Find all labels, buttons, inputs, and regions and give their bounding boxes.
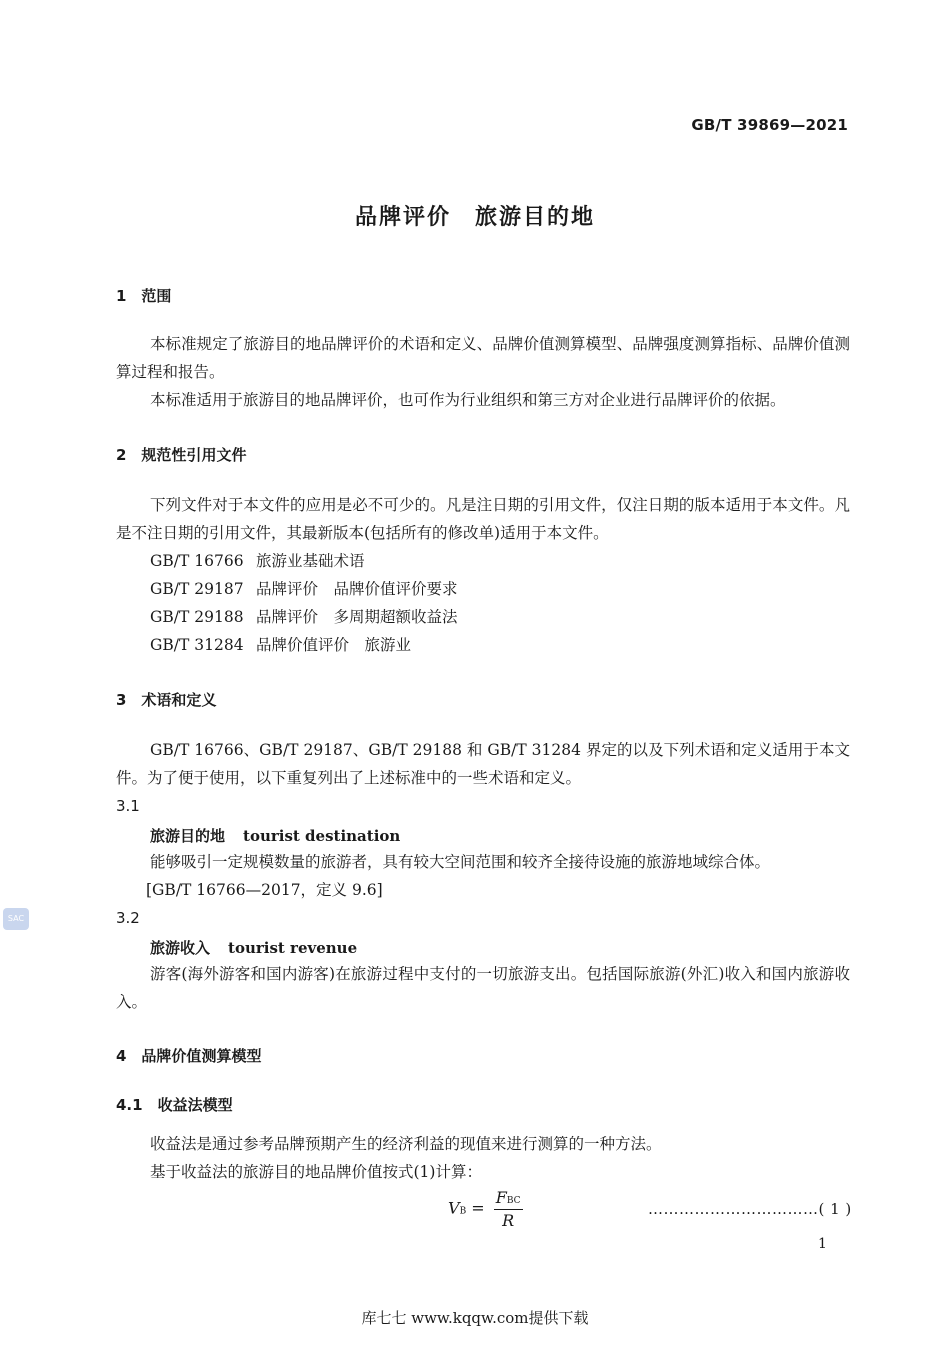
- reference-code: GB/T 29187: [150, 580, 244, 598]
- formula-numerator: FBC: [494, 1188, 523, 1210]
- reference-code: GB/T 16766: [150, 552, 244, 570]
- section-4-1-paragraph-2: 基于收益法的旅游目的地品牌价值按式(1)计算：: [150, 1163, 482, 1181]
- section-1-heading: 1 范围: [116, 287, 172, 305]
- term-3-1-name: [150, 825, 400, 846]
- section-2-heading: 2 规范性引用文件: [116, 446, 247, 464]
- reference-title: 品牌评价 品牌价值评价要求: [256, 580, 458, 598]
- term-3-1-source: [GB/T 16766—2017，定义 9.6]: [146, 881, 383, 899]
- sac-watermark-logo: SAC: [3, 908, 29, 930]
- reference-code: GB/T 29188: [150, 608, 244, 626]
- section-4-heading: 4 品牌价值测算模型: [116, 1047, 262, 1065]
- term-3-2-number: 3.2: [116, 909, 140, 927]
- download-footer: 库七七 www.kqqw.com提供下载: [361, 1309, 589, 1327]
- section-3-paragraph-1: GB/T 16766、GB/T 29187、GB/T 29188 和 GB/T 31284 界定的以及下列术语和定义适用于本文件。为了便于使用，以下重复列出了上述标准中的一些术语和定义。: [116, 741, 850, 787]
- section-1-paragraph-2: 本标准适用于旅游目的地品牌评价，也可作为行业组织和第三方对企业进行品牌评价的依据。: [150, 391, 786, 409]
- section-4-1-heading: 4.1 收益法模型: [116, 1096, 233, 1114]
- term-3-1-number: 3.1: [116, 797, 140, 815]
- reference-item: [150, 603, 458, 631]
- formula-equals: =: [471, 1198, 485, 1218]
- term-3-2-definition: 游客(海外游客和国内游客)在旅游过程中支付的一切旅游支出。包括国际旅游(外汇)收入和国内旅游收入。: [116, 965, 850, 1011]
- formula-fraction: [494, 1188, 523, 1230]
- equation-number: [648, 1200, 852, 1218]
- reference-item: [150, 631, 411, 659]
- standard-number: GB/T 39869—2021: [691, 116, 848, 134]
- term-zh: 旅游目的地: [150, 827, 226, 845]
- reference-item: [150, 547, 365, 575]
- section-4-1-paragraph-1: 收益法是通过参考品牌预期产生的经济利益的现值来进行测算的一种方法。: [150, 1135, 662, 1153]
- equation-leader: ……………………………: [648, 1200, 819, 1218]
- reference-code: GB/T 31284: [150, 636, 244, 654]
- term-en: tourist revenue: [228, 939, 358, 957]
- reference-title: 品牌评价 多周期超额收益法: [256, 608, 458, 626]
- page-number: 1: [818, 1236, 827, 1252]
- equation-label: ( 1 ): [818, 1200, 852, 1218]
- term-en: tourist destination: [243, 827, 401, 845]
- section-1-paragraph-1: 本标准规定了旅游目的地品牌评价的术语和定义、品牌价值测算模型、品牌强度测算指标、品牌价值测算过程和报告。: [116, 335, 850, 381]
- formula-lhs-subscript: B: [459, 1206, 467, 1217]
- term-3-1-definition: 能够吸引一定规模数量的旅游者，具有较大空间范围和较齐全接待设施的旅游地域综合体。: [150, 853, 771, 871]
- reference-title: 品牌价值评价 旅游业: [256, 636, 412, 654]
- document-title: 品牌评价 旅游目的地: [354, 205, 595, 230]
- term-3-2-name: [150, 937, 357, 958]
- section-2-paragraph-1: 下列文件对于本文件的应用是必不可少的。凡是注日期的引用文件，仅注日期的版本适用于本文件。凡是不注日期的引用文件，其最新版本(包括所有的修改单)适用于本文件。: [116, 496, 850, 542]
- formula-lhs: V: [448, 1198, 460, 1218]
- reference-title: 旅游业基础术语: [256, 552, 365, 570]
- section-3-heading: 3 术语和定义: [116, 691, 217, 709]
- formula-1: [448, 1188, 523, 1230]
- reference-item: [150, 575, 458, 603]
- formula-denominator: R: [502, 1211, 515, 1230]
- term-zh: 旅游收入: [150, 939, 211, 957]
